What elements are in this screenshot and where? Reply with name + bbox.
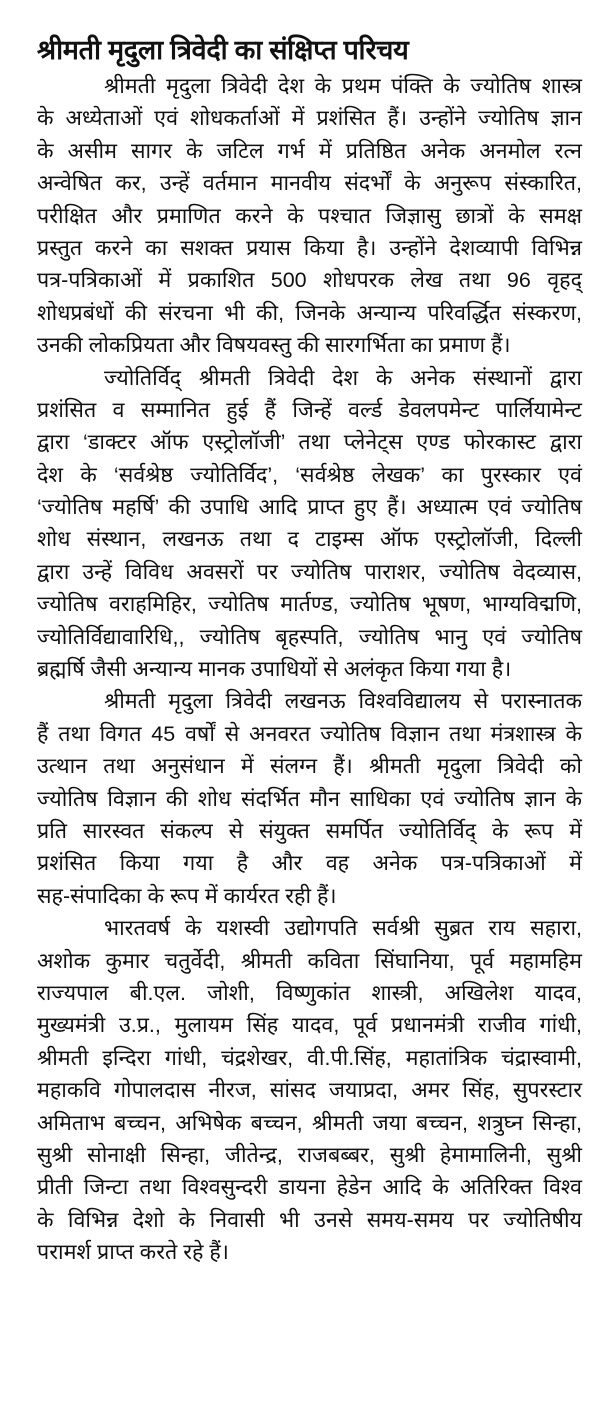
paragraph-line: श्रीमती इन्दिरा गांधी, चंद्रशेखर, वी.पी.सिंह, महातांत्रिक चंद्रास्वामी, xyxy=(37,1045,582,1070)
paragraph-honors xyxy=(37,362,582,686)
paragraph-line: प्रस्तुत करने का सशक्त प्रयास किया है। उन्होंने देशव्यापी विभिन्न xyxy=(37,235,582,260)
paragraph-line: राज्यपाल बी.एल. जोशी, विष्णुकांत शास्त्री, अखिलेश यादव, xyxy=(37,980,582,1005)
paragraph-line: प्रीती जिन्टा तथा विश्वसुन्दरी डायना हेडेन आदि के अतिरिक्त विश्व xyxy=(37,1175,582,1200)
paragraph-line: के असीम सागर के जटिल गर्भ में प्रतिष्ठित अनेक अनमोल रत्न xyxy=(37,138,582,163)
paragraph-line: अमिताभ बच्चन, अभिषेक बच्चन, श्रीमती जया बच्चन, शत्रुघ्न सिन्हा, xyxy=(37,1110,582,1135)
paragraph-line: शोध संस्थान, लखनऊ तथा द टाइम्स ऑफ एस्ट्रोलॉजी, दिल्ली xyxy=(37,527,582,552)
paragraph-line: देश के ‘सर्वश्रेष्ठ ज्योतिर्विद’, ‘सर्वश्रेष्ठ लेखक’ का पुरस्कार एवं xyxy=(37,462,582,487)
paragraph-line: ज्योतिर्विद् श्रीमती त्रिवेदी देश के अनेक संस्थानों द्वारा xyxy=(104,365,582,390)
paragraph-line: श्रीमती मृदुला त्रिवेदी देश के प्रथम पंक्ति के ज्योतिष शास्त्र xyxy=(104,74,582,98)
paragraph-education xyxy=(37,685,582,912)
paragraph-intro xyxy=(37,70,582,362)
paragraph-line: उनकी लोकप्रियता और विषयवस्तु की सारगर्भिता का प्रमाण हैं। xyxy=(37,333,511,358)
paragraph-line: ज्योतिर्विद्यावारिधि,, ज्योतिष बृहस्पति, ज्योतिष भानु एवं ज्योतिष xyxy=(37,624,582,649)
paragraph-line: मुख्यमंत्री उ.प्र., मुलायम सिंह यादव, पूर्व प्रधानमंत्री राजीव गांधी, xyxy=(37,1013,582,1038)
paragraph-line: के अध्येताओं एवं शोधकर्ताओं में प्रशंसित हैं। उन्होंने ज्योतिष ज्ञान xyxy=(37,106,582,131)
paragraph-line: शोधप्रबंधों की संरचना भी की, जिनके अन्यान्य परिवर्द्धित संस्करण, xyxy=(37,300,582,325)
paragraph-clients xyxy=(37,912,582,1268)
paragraph-line: हैं तथा विगत 45 वर्षों से अनवरत ज्योतिष विज्ञान तथा मंत्रशास्त्र के xyxy=(37,721,582,746)
paragraph-line: द्वारा ‘डाक्टर ऑफ एस्ट्रोलॉजी’ तथा प्लेनेट्स एण्ड फोरकास्ट द्वारा xyxy=(37,430,582,455)
paragraph-line: परीक्षित और प्रमाणित करने के पश्चात जिज्ञासु छात्रों के समक्ष xyxy=(37,203,582,228)
document-title: श्रीमती मृदुला त्रिवेदी का संक्षिप्त परिचय xyxy=(37,35,409,65)
paragraph-line: पत्र-पत्रिकाओं में प्रकाशित 500 शोधपरक लेख तथा 96 वृहद् xyxy=(37,268,582,293)
paragraph-line: प्रशंसित किया गया है और वह अनेक पत्र-पत्रिकाओं में xyxy=(37,851,582,876)
paragraph-line: द्वारा उन्हें विविध अवसरों पर ज्योतिष पाराशर, ज्योतिष वेदव्यास, xyxy=(37,559,582,584)
paragraph-line: प्रशंसित व सम्मानित हुई हैं जिन्हें वर्ल्ड डेवलपमेन्ट पार्लियामेन्ट xyxy=(37,397,582,422)
paragraph-line: श्रीमती मृदुला त्रिवेदी लखनऊ विश्वविद्यालय से परास्नातक xyxy=(104,689,582,714)
paragraph-line: ‘ज्योतिष महर्षि’ की उपाधि आदि प्राप्त हुए हैं। अध्यात्म एवं ज्योतिष xyxy=(37,495,582,520)
paragraph-line: के विभिन्न देशो के निवासी भी उनसे समय-समय पर ज्योतिषीय xyxy=(37,1207,582,1232)
paragraph-line: परामर्श प्राप्त करते रहे हैं। xyxy=(37,1240,229,1265)
paragraph-line: अशोक कुमार चतुर्वेदी, श्रीमती कविता सिंघानिया, पूर्व महामहिम xyxy=(37,948,582,973)
paragraph-line: अन्वेषित कर, उन्हें वर्तमान मानवीय संदर्भों के अनुरूप संस्कारित, xyxy=(37,171,582,196)
paragraph-line: उत्थान तथा अनुसंधान में संलग्न हैं। श्रीमती मृदुला त्रिवेदी को xyxy=(37,754,582,779)
paragraph-line: ज्योतिष वराहमिहिर, ज्योतिष मार्तण्ड, ज्योतिष भूषण, भाग्यविद्मणि, xyxy=(37,592,582,617)
document-page xyxy=(37,30,582,1268)
paragraph-line: सह-संपादिका के रूप में कार्यरत रही हैं। xyxy=(37,883,337,908)
paragraph-line: ज्योतिष विज्ञान की शोध संदर्भित मौन साधिका एवं ज्योतिष ज्ञान के xyxy=(37,786,582,811)
paragraph-line: महाकवि गोपालदास नीरज, सांसद जयाप्रदा, अमर सिंह, सुपरस्टार xyxy=(37,1078,582,1103)
paragraph-line: ब्रह्मर्षि जैसी अन्यान्य मानक उपाधियों से अलंकृत किया गया है। xyxy=(37,657,512,682)
paragraph-line: प्रति सारस्वत संकल्प से संयुक्त समर्पित ज्योतिर्विद् के रूप में xyxy=(37,818,582,843)
paragraph-line: भारतवर्ष के यशस्वी उद्योगपति सर्वश्री सुब्रत राय सहारा, xyxy=(104,916,582,941)
paragraph-line: सुश्री सोनाक्षी सिन्हा, जीतेन्द्र, राजबब्बर, सुश्री हेमामालिनी, सुश्री xyxy=(37,1142,582,1167)
